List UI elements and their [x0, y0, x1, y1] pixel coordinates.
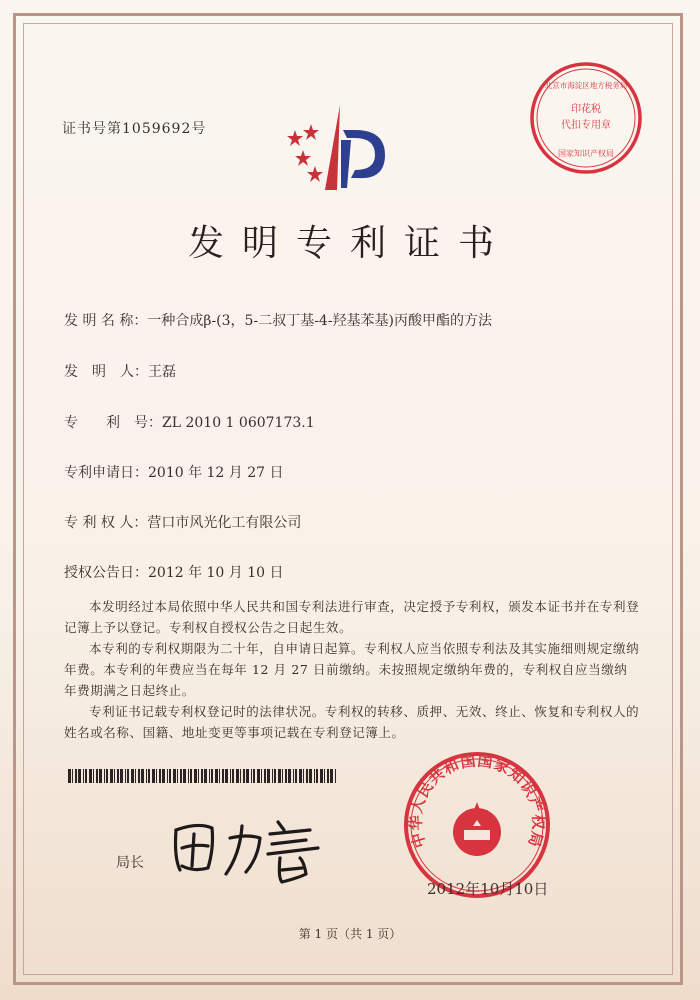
application-date-field — [64, 462, 284, 482]
patent-office-logo — [285, 100, 395, 200]
invention-name-field — [64, 310, 492, 330]
field-label: 专 利 权 人： — [64, 515, 148, 531]
certificate-number: 证书号第1059692号 — [62, 121, 207, 137]
patentee-field — [64, 512, 301, 532]
field-value: 营口市风光化工有限公司 — [147, 515, 302, 531]
field-label: 发 明 人： — [64, 364, 148, 380]
field-label: 发 明 名 称： — [64, 313, 148, 329]
svg-text:国家知识产权局: 国家知识产权局 — [558, 149, 614, 158]
certificate-body — [64, 596, 640, 743]
field-value: 一种合成β-(3，5-二叔丁基-4-羟基苯基)丙酸甲酯的方法 — [147, 313, 493, 329]
field-value: 2010 年 12 月 27 日 — [148, 465, 284, 481]
body-paragraph: 本专利的专利权期限为二十年，自申请日起算。专利权人应当依照专利法及其实施细则规定缴纳年费。本专利的年费应当在每年 12 月 27 日前缴纳。未按照规定缴纳年费的，专利权自应当缴纳年费期满之日起终止。 — [64, 641, 640, 698]
certificate-title: 发明专利证书 — [187, 223, 512, 264]
field-label: 授权公告日： — [64, 565, 148, 581]
svg-text:中华人民共和国国家知识产权局: 中华人民共和国国家知识产权局 — [406, 751, 548, 850]
barcode — [68, 769, 338, 783]
patent-number-field — [64, 412, 315, 432]
svg-text:印花税: 印花税 — [571, 104, 601, 115]
svg-text:代扣专用章: 代扣专用章 — [561, 120, 611, 131]
field-value: 2012 年 10 月 10 日 — [148, 565, 284, 581]
body-paragraph: 本发明经过本局依照中华人民共和国专利法进行审查，决定授予专利权，颁发本证书并在专利登记簿上予以登记。专利权自授权公告之日起生效。 — [64, 599, 640, 635]
director-signature — [168, 808, 328, 888]
field-label: 专 利 号： — [64, 415, 162, 431]
field-label: 专利申请日： — [64, 465, 148, 481]
director-label: 局长 — [116, 855, 144, 871]
page-number: 第 1 页（共 1 页） — [298, 927, 402, 941]
stamp-duty-seal — [528, 60, 644, 176]
body-paragraph: 专利证书记载专利权登记时的法律状况。专利权的转移、质押、无效、终止、恢复和专利权人的姓名或名称、国籍、地址变更等事项记载在专利登记簿上。 — [64, 704, 640, 740]
issue-date: 2012年10月10日 — [427, 880, 549, 898]
field-value: ZL 2010 1 0607173.1 — [162, 415, 315, 431]
grant-date-field — [64, 562, 284, 582]
svg-text:北京市海淀区地方税务局: 北京市海淀区地方税务局 — [544, 81, 628, 90]
field-value: 王磊 — [148, 364, 176, 380]
inventor-field — [64, 361, 176, 381]
